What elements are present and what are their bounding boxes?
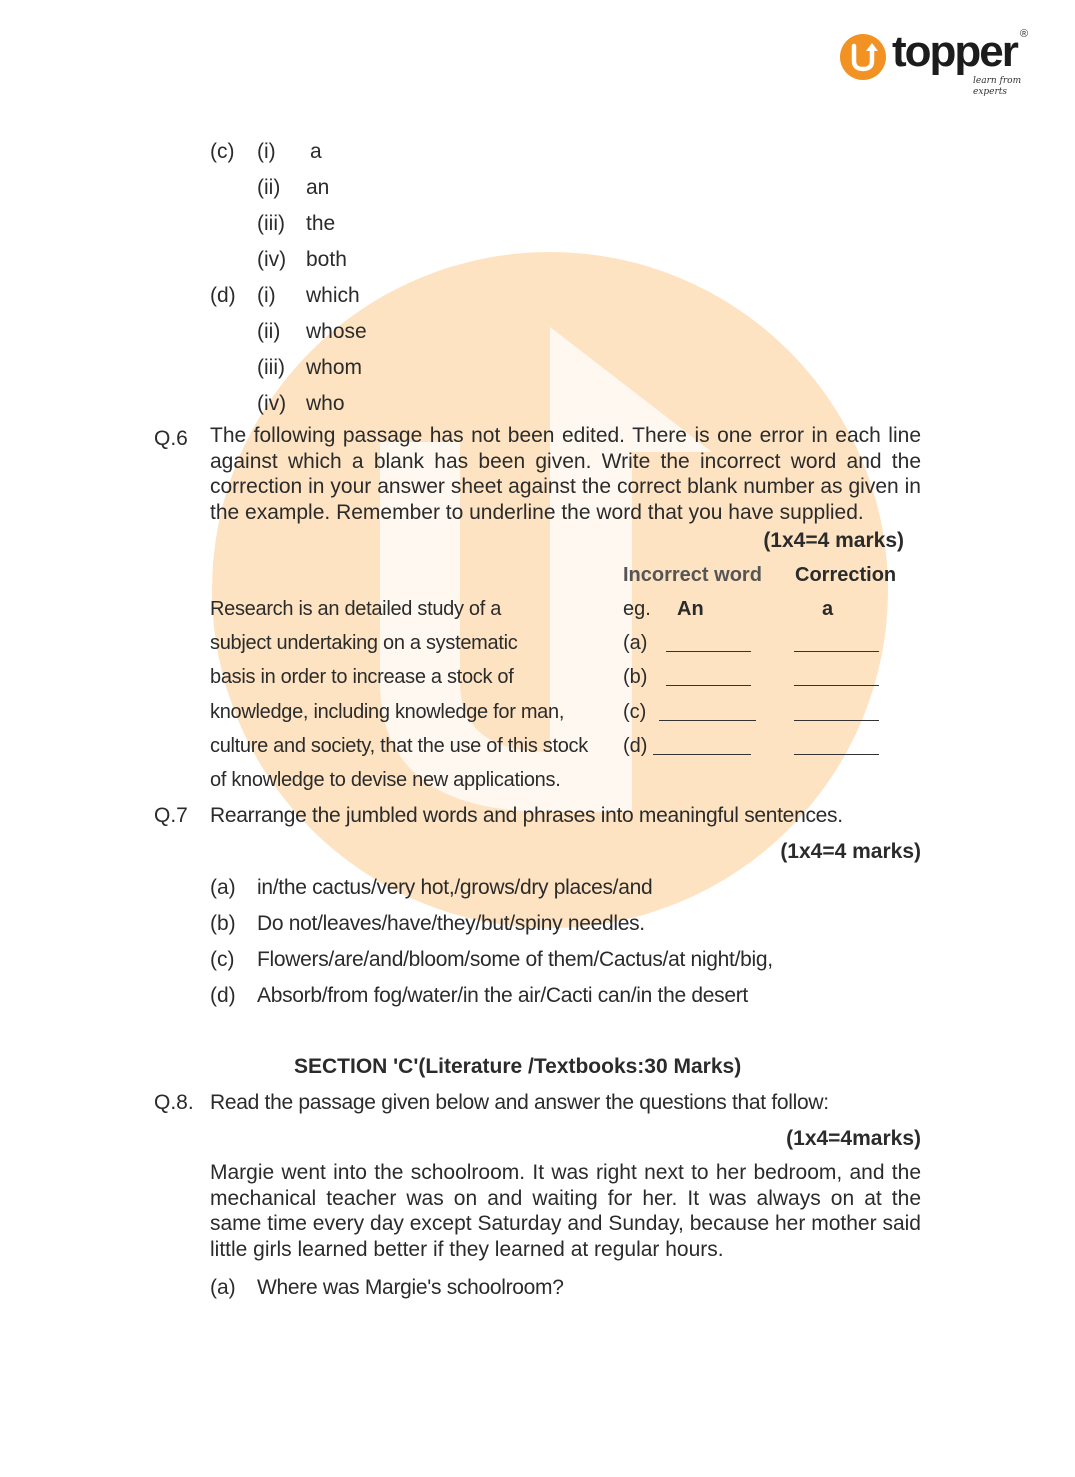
- question-number-q7: Q.7: [154, 804, 188, 827]
- jumble-text: in/the cactus/very hot,/grows/dry places/and: [257, 876, 653, 899]
- q7-instruction: Rearrange the jumbled words and phrases into meaningful sentences.: [210, 804, 843, 827]
- column-header-correction: Correction: [795, 564, 897, 586]
- question-number-q8: Q.8.: [154, 1091, 194, 1114]
- sub-option-text: the: [306, 212, 336, 235]
- sub-option-number: (i): [257, 140, 276, 163]
- passage-line: subject undertaking on a systematic: [210, 632, 518, 654]
- sub-option-text: a: [310, 140, 322, 163]
- logo-tagline: learn from experts: [973, 76, 1022, 97]
- correction-blank: [794, 651, 879, 652]
- q8-question-text: Where was Margie's schoolroom?: [257, 1276, 564, 1299]
- incorrect-word-blank: [666, 651, 751, 652]
- q8-question-label: (a): [210, 1276, 236, 1299]
- blank-label: (b): [623, 666, 648, 688]
- example-correction: a: [822, 598, 834, 620]
- option-label-d: (d): [210, 284, 236, 307]
- logo-mark-icon: [840, 34, 886, 80]
- blank-label: (c): [623, 701, 647, 723]
- jumble-text: Absorb/from fog/water/in the air/Cacti can/in the desert: [257, 984, 748, 1007]
- blank-label: (d): [623, 735, 648, 757]
- jumble-text: Flowers/are/and/bloom/some of them/Cactus/at night/big,: [257, 948, 773, 971]
- q6-marks: (1x4=4 marks): [763, 529, 904, 552]
- registered-mark: ®: [1020, 28, 1029, 40]
- jumble-label: (b): [210, 912, 236, 935]
- sub-option-number: (ii): [257, 320, 281, 343]
- topper-logo: [840, 27, 1040, 97]
- sub-option-number: (iv): [257, 392, 287, 415]
- q7-marks: (1x4=4 marks): [780, 840, 921, 863]
- jumble-label: (a): [210, 876, 236, 899]
- correction-blank: [794, 754, 879, 755]
- sub-option-number: (iii): [257, 356, 285, 379]
- q6-instruction: The following passage has not been edited. There is one error in each line against which a blank has been given. Write the incorrect word and the correction in your answer sheet against the correct blank number as given in the example. Remember to underline the word that you have supplied.: [210, 424, 921, 524]
- jumble-label: (c): [210, 948, 235, 971]
- option-label-c: (c): [210, 140, 235, 163]
- sub-option-text: whose: [306, 320, 367, 343]
- sub-option-text: whom: [306, 356, 363, 379]
- blank-label: (a): [623, 632, 648, 654]
- example-incorrect-word: An: [677, 598, 704, 620]
- sub-option-number: (ii): [257, 176, 281, 199]
- question-number-q6: Q.6: [154, 427, 188, 450]
- sub-option-number: (iv): [257, 248, 287, 271]
- passage-line: knowledge, including knowledge for man,: [210, 701, 565, 723]
- sub-option-text: both: [306, 248, 347, 271]
- sub-option-number: (iii): [257, 212, 285, 235]
- jumble-label: (d): [210, 984, 236, 1007]
- sub-option-number: (i): [257, 284, 276, 307]
- q8-instruction: Read the passage given below and answer the questions that follow:: [210, 1091, 829, 1114]
- section-c-heading: SECTION 'C'(Literature /Textbooks:30 Marks): [294, 1055, 742, 1078]
- sub-option-text: an: [306, 176, 330, 199]
- jumble-text: Do not/leaves/have/they/but/spiny needles.: [257, 912, 645, 935]
- q8-passage: Margie went into the schoolroom. It was right next to her bedroom, and the mechanical teacher was on and waiting for her. It was always on at the same time every day except Saturday and Sunday, because her mother said little girls learned better if they learned at regular hours.: [210, 1161, 921, 1261]
- correction-blank: [794, 720, 879, 721]
- example-label: eg.: [623, 598, 651, 620]
- passage-line: basis in order to increase a stock of: [210, 666, 514, 688]
- sub-option-text: who: [306, 392, 345, 415]
- logo-wordmark: topper: [892, 27, 1017, 76]
- incorrect-word-blank: [659, 720, 756, 721]
- column-header-incorrect-word: Incorrect word: [623, 564, 762, 586]
- incorrect-word-blank: [653, 754, 751, 755]
- passage-line: Research is an detailed study of a: [210, 598, 502, 620]
- passage-line: of knowledge to devise new applications.: [210, 769, 561, 791]
- correction-blank: [794, 685, 879, 686]
- q8-marks: (1x4=4marks): [786, 1127, 921, 1150]
- passage-line: culture and society, that the use of this stock: [210, 735, 588, 757]
- incorrect-word-blank: [666, 685, 751, 686]
- sub-option-text: which: [306, 284, 360, 307]
